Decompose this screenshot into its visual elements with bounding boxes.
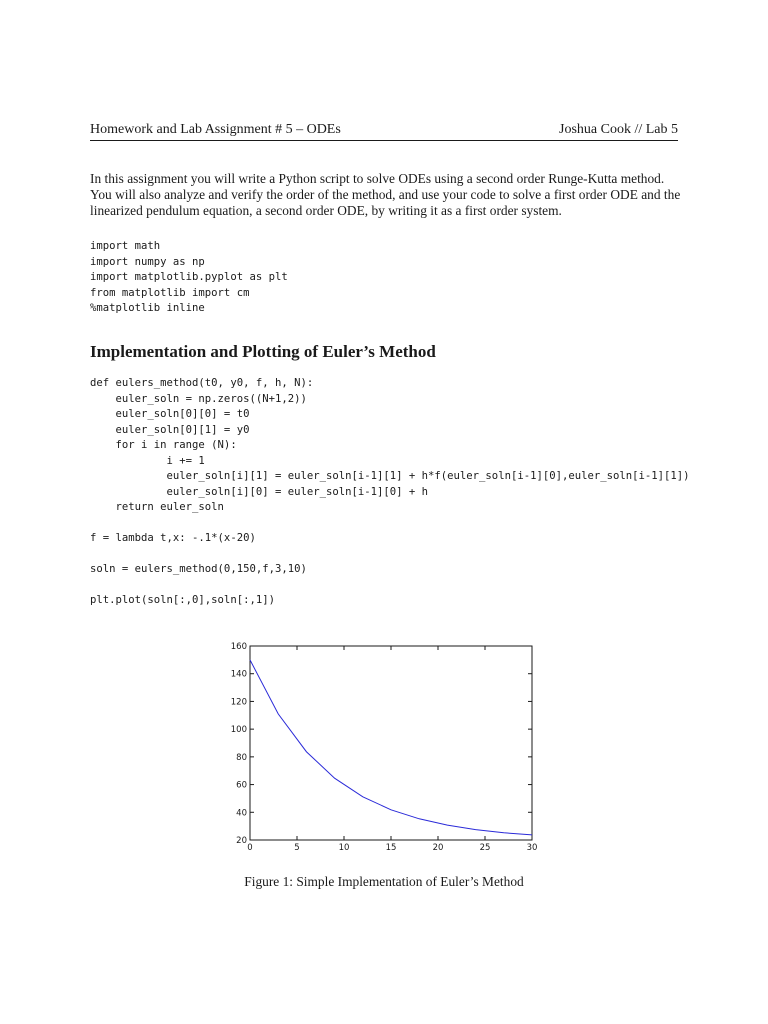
soln-code-line [90, 562, 730, 578]
series-line-0 [250, 660, 532, 835]
intro-paragraph: In this assignment you will write a Python script to solve ODEs using a second order Runge-Kutta method. You will also analyze and verify the order of the method, and use your code to solve a first order ODE and the linearized pendulum equation, a second order ODE, by writing it as a first order system. [90, 171, 681, 218]
code-line: %matplotlib inline [90, 302, 205, 314]
figure-caption: Figure 1: Simple Implementation of Euler’s Method [244, 874, 524, 889]
y-tick-label: 40 [236, 808, 247, 819]
x-tick-label: 30 [526, 843, 538, 853]
plot-code-line [90, 593, 730, 609]
y-tick-label: 60 [236, 780, 247, 791]
y-tick-label: 20 [236, 836, 247, 846]
y-tick-label: 120 [230, 697, 247, 708]
code-line: for i in range (N): [90, 439, 237, 451]
code-line: euler_soln[0][1] = y0 [90, 423, 250, 436]
code-line: import math [90, 240, 161, 252]
x-tick-label: 15 [385, 843, 397, 853]
x-tick-label: 0 [247, 843, 253, 853]
header-author: Joshua Cook // Lab 5 [559, 122, 678, 137]
euler-figure [226, 640, 546, 860]
code-line: from matplotlib import cm [90, 286, 250, 299]
function-code-block [90, 376, 730, 516]
code-line: i += 1 [90, 454, 205, 467]
code-line: euler_soln[0][0] = t0 [90, 408, 250, 420]
y-tick-label: 100 [230, 725, 247, 736]
page-header [90, 122, 678, 141]
x-tick-label: 10 [338, 843, 350, 853]
plot-frame [250, 646, 532, 840]
code-line: euler_soln[i][0] = euler_soln[i-1][0] + h [90, 485, 429, 498]
code-line: euler_soln = np.zeros((N+1,2)) [90, 392, 307, 405]
y-tick-label: 140 [230, 669, 247, 680]
euler-line-chart [226, 640, 546, 860]
code-line: plt.plot(soln[:,0],soln[:,1]) [90, 594, 275, 606]
header-title: Homework and Lab Assignment # 5 – ODEs [90, 122, 341, 137]
code-line: def eulers_method(t0, y0, f, h, N): [90, 377, 314, 389]
y-tick-label: 160 [230, 642, 247, 652]
code-line: import numpy as np [90, 255, 205, 268]
x-tick-label: 20 [432, 843, 444, 853]
code-line: import matplotlib.pyplot as plt [90, 271, 288, 283]
lambda-code-line [90, 531, 730, 547]
imports-code-block [90, 239, 730, 317]
code-line: return euler_soln [90, 501, 224, 513]
code-line: f = lambda t,x: -.1*(x-20) [90, 532, 256, 544]
y-tick-label: 80 [236, 752, 247, 763]
x-tick-label: 25 [479, 843, 491, 853]
section-title: Implementation and Plotting of Euler’s Method [90, 342, 436, 361]
code-line: soln = eulers_method(0,150,f,3,10) [90, 563, 307, 575]
x-tick-label: 5 [294, 843, 300, 853]
code-line: euler_soln[i][1] = euler_soln[i-1][1] + h*f(euler_soln[i-1][0],euler_soln[i-1][1]) [90, 470, 690, 482]
